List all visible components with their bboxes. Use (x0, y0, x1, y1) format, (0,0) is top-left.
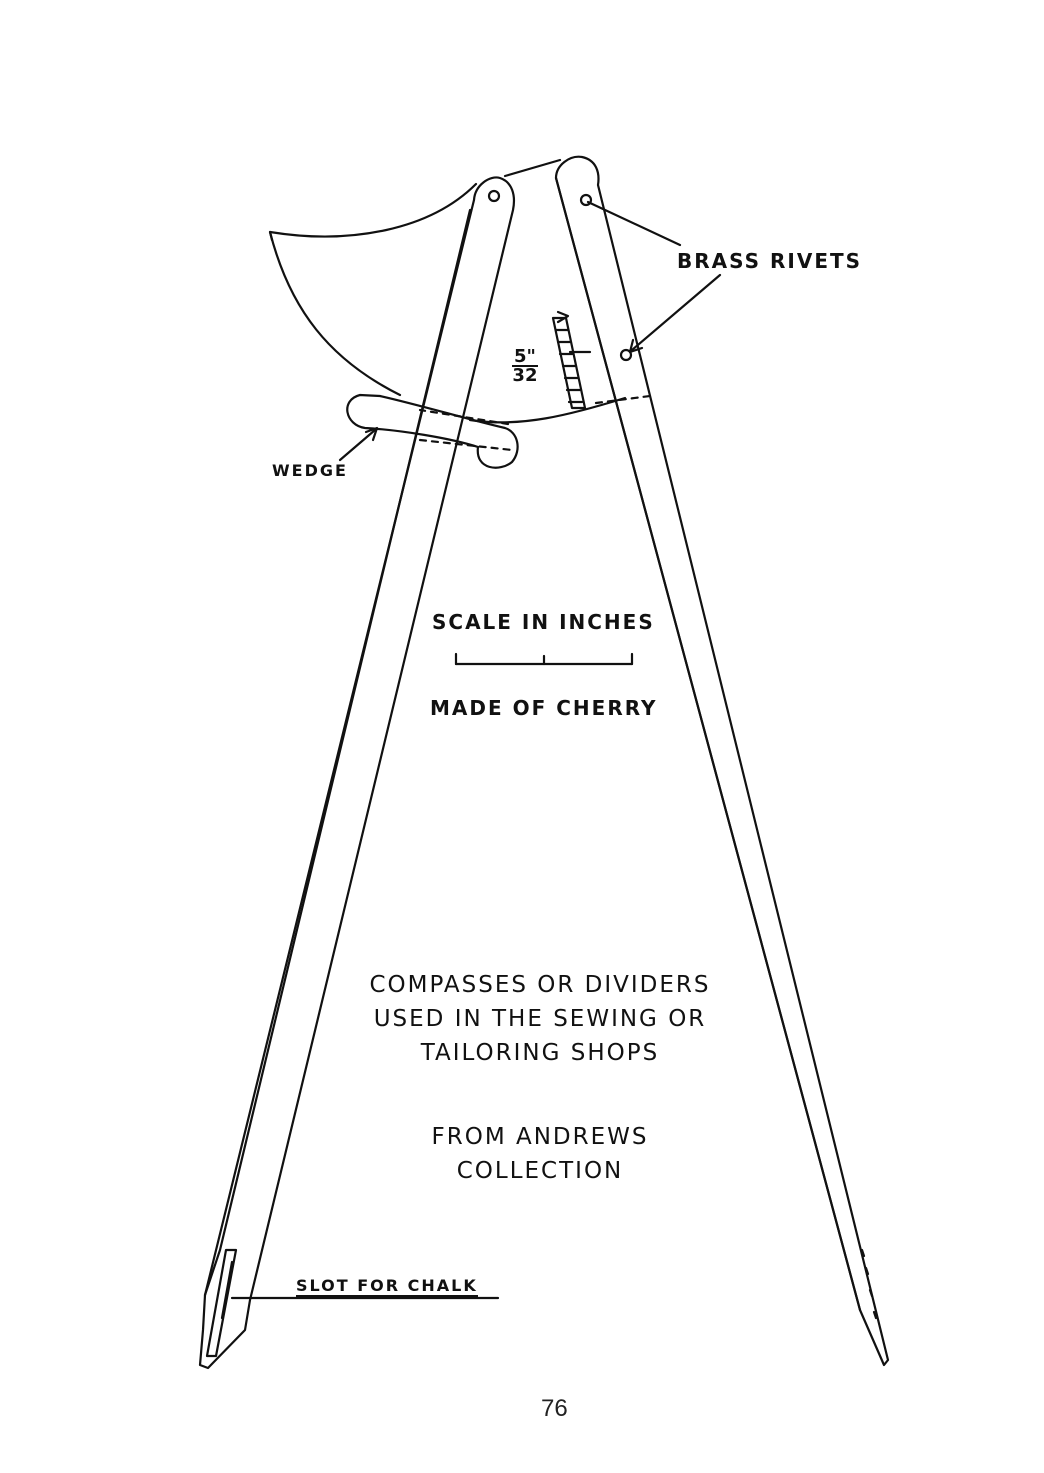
page-number: 76 (541, 1395, 568, 1422)
left-leg (200, 177, 514, 1368)
caption-line-1: COMPASSES OR DIVIDERS (369, 972, 711, 998)
scale-bar (456, 654, 632, 664)
caption-line-3: TAILORING SHOPS (420, 1040, 660, 1066)
caption-title (330, 968, 750, 1070)
brass-rivets-leader-top (588, 202, 680, 245)
fraction-label (512, 348, 538, 384)
scale-label: SCALE IN INCHES (432, 610, 655, 634)
ratchet-scale (553, 312, 590, 408)
source-line-2: COLLECTION (456, 1158, 624, 1184)
material-label: MADE OF CHERRY (430, 696, 658, 720)
wedge-label: WEDGE (272, 461, 348, 480)
wedge-dashed-line (420, 440, 512, 450)
caption-source (380, 1120, 700, 1188)
caption-line-2: USED IN THE SEWING OR (373, 1006, 707, 1032)
brass-rivets-label: BRASS RIVETS (677, 249, 863, 273)
source-line-1: FROM ANDREWS (431, 1124, 649, 1150)
wedge-leader (340, 430, 375, 460)
fraction-denominator: 32 (512, 365, 538, 386)
top-plate (505, 160, 560, 176)
chalk-slot-label: SLOT FOR CHALK (296, 1276, 478, 1295)
quadrant-arc (270, 184, 650, 424)
fraction-numerator: 5" (514, 346, 536, 367)
brass-rivets-leader-bottom (632, 275, 720, 350)
